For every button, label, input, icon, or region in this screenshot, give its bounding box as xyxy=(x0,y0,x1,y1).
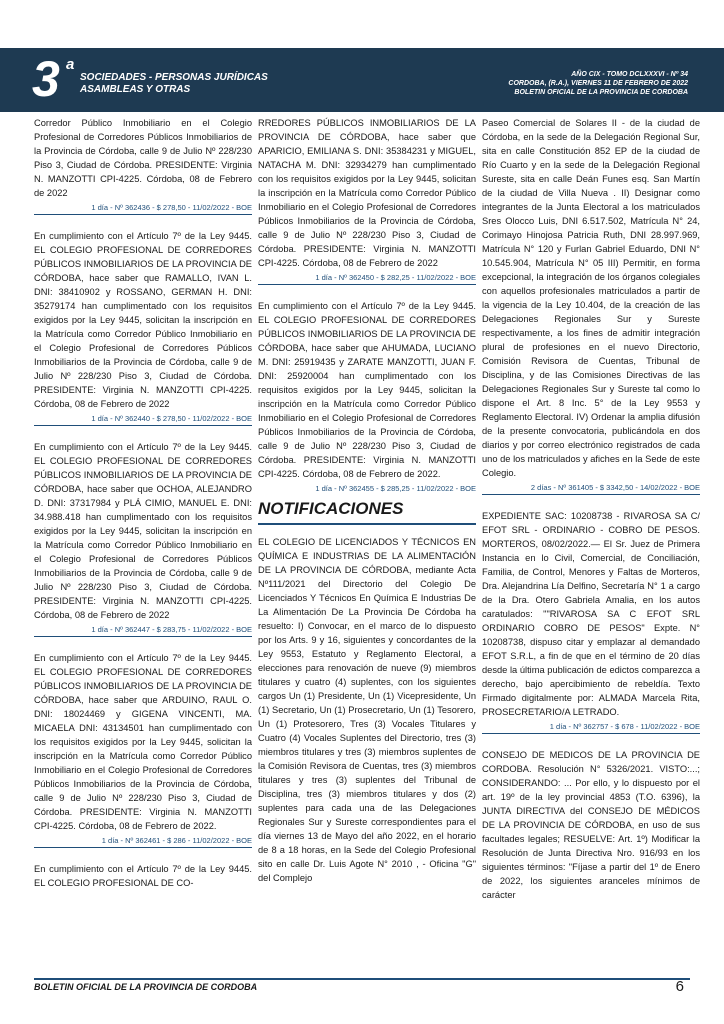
section-name-line2: ASAMBLEAS Y OTRAS xyxy=(80,84,191,95)
issue-info-line3: BOLETIN OFICIAL DE LA PROVINCIA DE CORDOBA xyxy=(514,89,688,96)
section-number-superscript: a xyxy=(66,56,75,73)
notice xyxy=(258,299,476,495)
divider xyxy=(34,847,252,848)
notice-fee: 1 día - Nº 362440 - $ 278,50 - 11/02/2022 - BOE xyxy=(91,414,252,423)
notice-text: RREDORES PÚBLICOS INMOBILIARIOS DE LA PROVINCIA DE CÓRDOBA, hace saber que APARICIO, EMILIANA S. DNI: 35384231 y MIGUEL, NATACHA M. DNI: 32934279 han cumplimentado con los requisitos exigidos por la Ley 9445, solicitan la inscripción en la Matrícula como Corredor Público Inmobiliario en el Colegio Profesional de Corredores Públicos Inmobiliarios de la Provincia de Córdoba, calle 9 de Julio Nº 228/230 Piso 3, Ciudad de Córdoba. PRESIDENTE: Virginia N. MANZOTTI CPI-4225. Córdoba, 08 de Febrero de 2022 xyxy=(258,118,476,268)
notice-fee: 2 días - Nº 361405 - $ 3342,50 - 14/02/2022 - BOE xyxy=(530,483,700,492)
section-number: 3 xyxy=(32,51,60,107)
notice xyxy=(34,440,252,637)
notice-fee: 1 día - Nº 362455 - $ 285,25 - 11/02/2022 - BOE xyxy=(315,484,476,493)
footer-title: BOLETIN OFICIAL DE LA PROVINCIA DE CORDOBA xyxy=(34,982,258,992)
column-2 xyxy=(258,116,476,982)
notice-text: EXPEDIENTE SAC: 10208738 - RIVAROSA SA C/ EFOT SRL - ORDINARIO - COBRO DE PESOS. MORTEROS, 08/02/2022.— El Sr. Juez de Primera Instancia en lo Civil, Comercial, de Conciliación, Familia, de Control, Menores y Faltas de Morteros, Dra. Alejandrina Lía Delfino, Secretaría N° 1 a cargo de la Dra. Otero Gabriela Amalia, en los autos caratulados: ""RIVAROSA SA C EFOT SRL ORDINARIO COBRO DE PESOS" Expte. N° 10208738, dispuso citar y emplazar al demandado EFOT S.R.L, a fin de que en el término de 20 días desde la última publicación de edictos comparezca a derecho, bajo apercibimiento de rebeldía. Texto Firmado digitalmente por: ALMADA Marcela Rita, PROSECRETARIO/A LETRADO. xyxy=(482,511,700,717)
notice xyxy=(258,116,476,285)
notice xyxy=(482,509,700,734)
page-header xyxy=(0,48,724,112)
footer-divider xyxy=(34,978,690,980)
issue-info xyxy=(508,70,688,97)
notice xyxy=(482,748,700,902)
notice xyxy=(482,116,700,495)
section-title: NOTIFICACIONES xyxy=(258,499,404,518)
notice-text: En cumplimiento con el Artículo 7º de la Ley 9445. EL COLEGIO PROFESIONAL DE CORREDORES PÚBLICOS INMOBILIARIOS DE LA PROVINCIA DE CÓRDOBA, hace saber que OCHOA, ALEJANDRO D. DNI: 37317984 y PLÁ CIMIO, MANUEL E. DNI: 34.988.418 han cumplimentado con los requisitos exigidos por la Ley 9445, solicitan la inscripción en la Matrícula como Corredor Público Inmobiliario en el Colegio Profesional de Corredores Públicos Inmobiliarios de la Provincia de Córdoba, calle 9 de Julio Nº 228/230 Piso 3, Ciudad de Córdoba. PRESIDENTE: Virginia N. MANZOTTI CPI-4225. Córdoba, 08 de Febrero de 2022 xyxy=(34,442,252,620)
notice-text: EL COLEGIO DE LICENCIADOS Y TÉCNICOS EN QUÍMICA E INDUSTRIAS DE LA ALIMENTACIÓN DE LA PROVINCIA DE CÓRDOBA, mediante Acta Nº111/2021 del Directorio del Colegio De Licenciados Y Técnicos En Química E Industrias De La Alimentación De La Provincia De Córdoba ha resuelto: I) Convocar, en el marco de lo dispuesto por los Arts. 9 y 16, siguientes y concordantes de la Ley 9553, Estatuto y Reglamento Electoral, a elecciones para renovación de nueve (9) miembros titulares y cuatro (4) suplentes, con los siguientes cargos Un (1) Presidente, Un (1) Vicepresidente, Un (1) Secretario, Un (1) Prosecretario, Un (1) Tesorero, Un (1) Protesorero, Tres (3) Vocales Titulares y Cuatro (4) Vocales Suplentes del Directorio, tres (3) miembros titulares y tres (3) miembros suplentes de la Comisión Revisora de Cuentas, tres (3) miembros titulares y tres (3) suplentes del Tribunal de Disciplina, tres (3) miembros titulares y dos (2) suplentes para cada una de las Delegaciones Regionales Sur y Sureste correspondientes para el día viernes 13 de Mayo del año 2022, en el horario de 8 a 18 horas, en la Sede del Colegio Profesional sito en calle Dr. Luis Agote N° 2010 , - Oficina "G" del Complejo xyxy=(258,537,476,883)
column-3 xyxy=(482,116,700,982)
notice-text: En cumplimiento con el Artículo 7º de la Ley 9445. EL COLEGIO PROFESIONAL DE CORREDORES PÚBLICOS INMOBILIARIOS DE LA PROVINCIA DE CÓRDOBA, hace saber que RAMALLO, IVAN L. DNI: 38410902 y ROSSANO, GERMAN H. DNI: 35279174 han cumplimentado con los requisitos exigidos por la Ley 9445, solicitan la inscripción en la Matrícula como Corredor Público Inmobiliario en el Colegio Profesional de Corredores Públicos Inmobiliarios de la Provincia de Córdoba, calle 9 de Julio Nº 228/230 Piso 3, Ciudad de Córdoba. PRESIDENTE: Virginia N. MANZOTTI CPI-4225. Córdoba, 08 de Febrero de 2022 xyxy=(34,231,252,409)
issue-info-line1: AÑO CIX - TOMO DCLXXXVI - Nº 34 xyxy=(571,71,688,78)
section-divider xyxy=(258,523,476,525)
notice xyxy=(34,229,252,426)
notice-text: En cumplimiento con el Artículo 7º de la Ley 9445. EL COLEGIO PROFESIONAL DE CO- xyxy=(34,864,252,888)
column-1 xyxy=(34,116,252,982)
notice-fee: 1 día - Nº 362757 - $ 678 - 11/02/2022 - BOE xyxy=(549,722,700,731)
divider xyxy=(482,494,700,495)
notice xyxy=(34,116,252,215)
notice-fee: 1 día - Nº 362450 - $ 282,25 - 11/02/2022 - BOE xyxy=(315,273,476,282)
notice-text: En cumplimiento con el Artículo 7º de la Ley 9445. EL COLEGIO PROFESIONAL DE CORREDORES PÚBLICOS INMOBILIARIOS DE LA PROVINCIA DE CÓRDOBA, hace saber que AHUMADA, LUCIANO M. DNI: 25919435 y ZARATE MANZOTTI, JUAN F. DNI: 25920004 han cumplimentado con los requisitos exigidos por la Ley 9445, solicitan la inscripción en la Matrícula como Corredor Público Inmobiliario en el Colegio Profesional de Corredores Públicos Inmobiliarios de la Provincia de Córdoba, calle 9 de Julio Nº 228/230 Piso 3, Ciudad de Córdoba. PRESIDENTE: Virginia N. MANZOTTI CPI-4225. Córdoba, 08 de Febrero de 2022. xyxy=(258,301,476,479)
divider xyxy=(258,284,476,285)
notice-fee: 1 día - Nº 362436 - $ 278,50 - 11/02/2022 - BOE xyxy=(91,203,252,212)
issue-info-line2: CORDOBA, (R.A.), VIERNES 11 DE FEBRERO DE 2022 xyxy=(508,80,688,87)
notice xyxy=(34,862,252,890)
divider xyxy=(482,733,700,734)
notice-text: Corredor Público Inmobiliario en el Colegio Profesional de Corredores Públicos Inmobiliarios de la Provincia de Córdoba, calle 9 de Julio Nº 228/230 Piso 3, Ciudad de Córdoba. PRESIDENTE: Virginia N. MANZOTTI CPI-4225. Córdoba, 08 de Febrero de 2022 xyxy=(34,118,252,198)
page-number: 6 xyxy=(675,978,684,995)
notice-fee: 1 día - Nº 362461 - $ 286 - 11/02/2022 - BOE xyxy=(101,836,252,845)
divider xyxy=(34,425,252,426)
notice-text: En cumplimiento con el Artículo 7º de la Ley 9445. EL COLEGIO PROFESIONAL DE CORREDORES PÚBLICOS INMOBILIARIOS DE LA PROVINCIA DE CÓRDOBA, hace saber que ARDUINO, RAUL O. DNI: 18024469 y GIGENA VINCENTI, MA. MICAELA DNI: 43134501 han cumplimentado con los requisitos exigidos por la Ley 9445, solicitan la inscripción en la Matrícula como Corredor Público Inmobiliario en el Colegio Profesional de Corredores Públicos Inmobiliarios de la Provincia de Córdoba, calle 9 de Julio Nº 228/230 Piso 3, Ciudad de Córdoba. PRESIDENTE: Virginia N. MANZOTTI CPI-4225. Córdoba, 08 de Febrero de 2022. xyxy=(34,653,252,831)
notice xyxy=(34,651,252,848)
notice-text: Paseo Comercial de Solares II - de la ciudad de Córdoba, en la sede de la Delegación Regional Sur, sita en calle Constitución 852 EP de la ciudad de Río Cuarto y en la sede de la Delegación Regional Sureste, sita en calle Deán Funes esq. San Martín de la ciudad de Villa Nueva . II) Designar como integrantes de la Junta Electoral a los matriculados Sres Olocco Luis, DNI 6.517.502, Matrícula N° 24, Corimayo Hinojosa Patricia Ruth, DNI 28.997.969, Matrícula N° 120 y Furlan Gabriel Eduardo, DNI N° 10.545.904, Matrícula N° 05 III) Permitir, en forma excepcional, la integración de los órganos colegiales con aquellos profesionales matriculados a partir de la vigencia de la Ley 10.404, de la creación de las Delegaciones Regionales Sur y Sureste respectivamente, a los fines de admitir integración plural de profesiones en el nuevo Directorio, Comisión Revisora de Cuentas, Tribunal de Disciplina, y de las Comisiones Directivas de las Delegaciones Regionales Sur y Sureste tal como lo dispone el Art. 8 Inc. 5° de la Ley 9553 y Reglamento Electoral. IV) Ordenar la amplia difusión de la presente convocatoria, publicándola en dos diarios y por correo electrónico registrados de cada uno de los matriculados y afiches en la Sede de este Colegio. xyxy=(482,118,700,478)
section-name xyxy=(80,72,268,96)
notice-text: CONSEJO DE MEDICOS DE LA PROVINCIA DE CORDOBA. Resolución N° 5326/2021. VISTO:...; CONSIDERANDO: ... Por ello, y lo dispuesto por el art. 19º de la ley provincial 4853 (T.O. 6396), la JUNTA DIRECTIVA del CONSEJO DE MÉDICOS DE LA PROVINCIA DE CÓRDOBA, en uso de sus facultades legales; RESUELVE: Art. 1º) Modificar la Resolución de Junta Directiva Nro. 916/93 en los siguientes términos: "Fíjase a partir del 1º de Enero de 2022, los siguientes aranceles mínimos de carácter xyxy=(482,750,700,900)
notice-fee: 1 día - Nº 362447 - $ 283,75 - 11/02/2022 - BOE xyxy=(91,625,252,634)
section-name-line1: SOCIEDADES - PERSONAS JURÍDICAS xyxy=(80,72,268,83)
notice xyxy=(258,535,476,885)
divider xyxy=(34,636,252,637)
divider xyxy=(34,214,252,215)
